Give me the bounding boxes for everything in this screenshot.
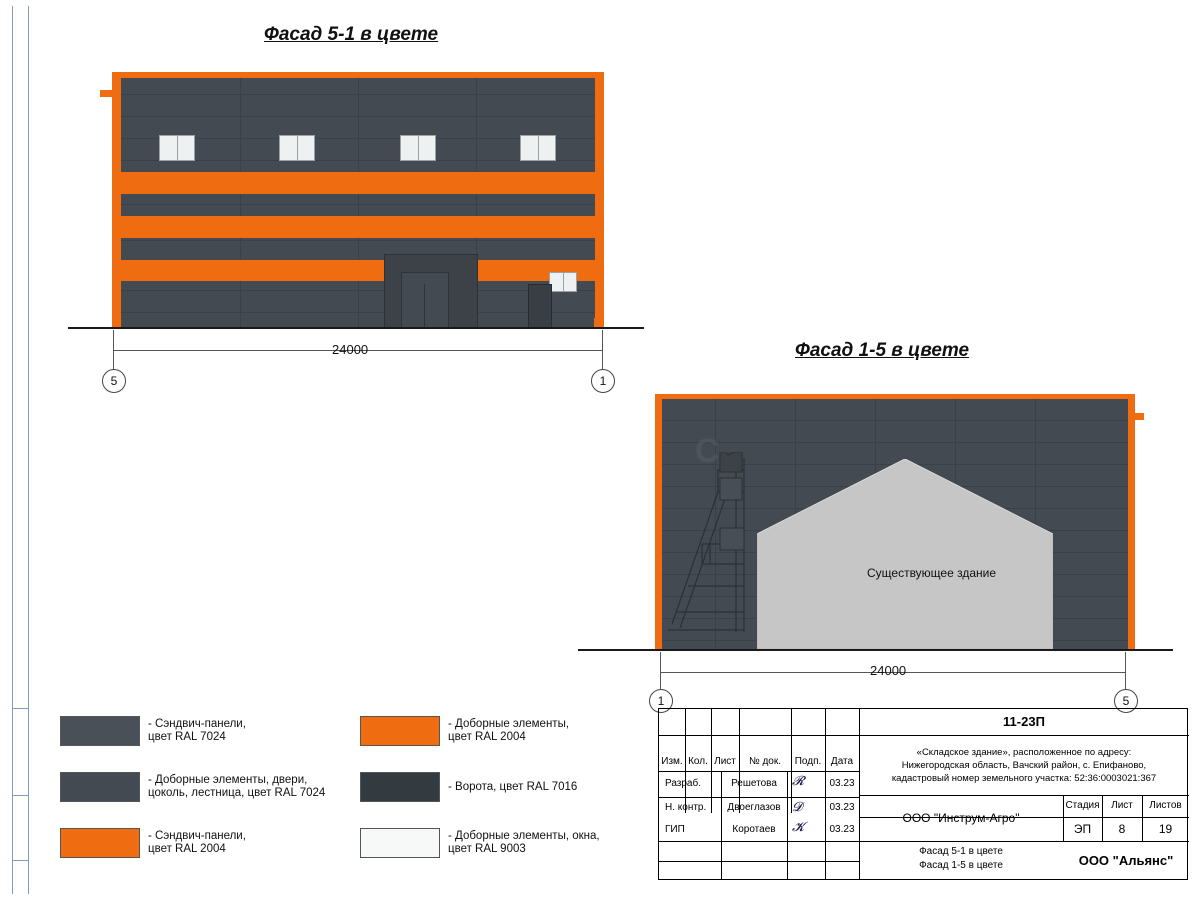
legend-label-line2: цвет RAL 9003	[448, 843, 526, 855]
existing-building-label: Существующее здание	[867, 566, 997, 580]
column-header-izm: Изм.	[661, 756, 683, 767]
legend-item	[60, 772, 325, 802]
column-header-podp: Подп.	[794, 756, 822, 767]
dim-tick-right	[602, 330, 603, 370]
facade-side-door	[528, 284, 552, 329]
row-name-nkontr: Двоеглазов	[727, 802, 781, 813]
row-date-gip: 03.23	[829, 824, 855, 835]
column-header-kol: Кол.	[688, 756, 708, 767]
row-name-gip: Коротаев	[732, 824, 776, 835]
legend-label-line2: цоколь, лестница, цвет RAL 7024	[148, 787, 326, 799]
column-header-data: Дата	[830, 756, 854, 767]
axis-marker-5: 5	[102, 369, 126, 393]
axis-marker-1: 1	[591, 369, 615, 393]
row-date-razrab: 03.23	[829, 778, 855, 789]
existing-building-shape	[757, 459, 1053, 649]
signature-nkontr: 𝓓	[792, 799, 802, 814]
customer-name: ООО "Инструм-Агро"	[902, 811, 1020, 825]
legend-label-line2: цвет RAL 7024	[148, 731, 226, 743]
facade-gate-panel	[401, 272, 449, 329]
facade-edge-top	[112, 72, 604, 78]
legend-item	[360, 716, 569, 746]
sheet-frame-tick-1	[12, 708, 29, 709]
axis-marker-5-right: 5	[1114, 689, 1138, 713]
row-role-razrab: Разраб.	[665, 778, 702, 789]
facade-edge-top-1-5	[655, 394, 1135, 399]
legend	[60, 710, 650, 860]
facade-band-orange-3	[121, 260, 595, 281]
facade-window	[159, 135, 195, 161]
facade-band-orange-1	[121, 172, 595, 194]
sheet-frame-tick-2	[12, 795, 29, 796]
facade-window	[400, 135, 436, 161]
legend-label	[448, 781, 577, 794]
facade-edge-left	[112, 72, 121, 327]
watermark-letter: С	[695, 432, 720, 470]
signature-gip: 𝓚	[792, 819, 805, 834]
facade-eave-right	[1128, 413, 1144, 420]
legend-swatch	[360, 716, 440, 746]
ground-line-1-5	[578, 649, 1173, 651]
facade-band-orange-4	[121, 240, 595, 241]
stage-header-listov: Листов	[1149, 800, 1182, 811]
elevation-5-1-drawing	[112, 72, 604, 327]
stage-value-listov: 19	[1158, 822, 1173, 836]
facade-edge-right	[595, 72, 604, 327]
object-description-line2: Нижегородская область, Вачский район, с. Епифаново,	[901, 760, 1147, 771]
sheet-frame-left-inner	[28, 6, 29, 894]
title-block	[658, 708, 1188, 880]
stage-header-stadia: Стадия	[1065, 800, 1100, 811]
facade-band-orange-2	[121, 216, 595, 238]
legend-label-line1: - Сэндвич-панели,	[148, 830, 246, 842]
object-description-line1: «Складское здание», расположенное по адресу:	[916, 747, 1132, 758]
legend-label	[148, 718, 246, 744]
legend-item	[60, 828, 246, 858]
sheet-frame-left	[12, 6, 13, 894]
legend-item	[360, 772, 577, 802]
dim-tick-right-1-5	[1125, 652, 1126, 692]
facade-edge-left-1-5	[655, 394, 662, 649]
elevation-title-5-1: Фасад 5-1 в цвете	[264, 24, 439, 45]
row-date-nkontr: 03.23	[829, 802, 855, 813]
legend-swatch	[360, 772, 440, 802]
ground-line-5-1	[68, 327, 644, 329]
project-code: 11-23П	[1003, 714, 1045, 729]
legend-swatch	[60, 828, 140, 858]
stage-value-stadia: ЭП	[1073, 822, 1092, 836]
legend-label	[448, 830, 600, 856]
elevation-title-1-5: Фасад 1-5 в цвете	[795, 340, 970, 361]
axis-marker-1-right: 1	[649, 689, 673, 713]
column-header-doc: № док.	[748, 756, 782, 767]
stage-header-list: Лист	[1111, 800, 1133, 811]
dim-value-5-1: 24000	[332, 342, 369, 357]
sheet-frame-tick-3	[12, 860, 29, 861]
row-role-nkontr: Н. контр.	[665, 802, 707, 813]
legend-item	[360, 828, 600, 858]
sheet-name-line2: Фасад 1-5 в цвете	[919, 860, 1003, 871]
stage-value-list: 8	[1118, 822, 1126, 836]
legend-label	[448, 718, 569, 744]
exterior-stair	[658, 452, 758, 632]
dim-value-1-5: 24000	[870, 663, 907, 678]
legend-label-line2: цвет RAL 2004	[148, 843, 226, 855]
facade-window	[520, 135, 556, 161]
facade-side-window	[549, 272, 577, 292]
legend-swatch	[360, 828, 440, 858]
legend-label-line2: цвет RAL 2004	[448, 731, 526, 743]
legend-label-line1: - Ворота, цвет RAL 7016	[448, 780, 578, 793]
row-role-gip: ГИП	[665, 824, 685, 835]
legend-item	[60, 716, 246, 746]
column-header-list: Лист	[714, 756, 736, 767]
facade-edge-right-1-5	[1128, 394, 1135, 649]
organization-name: ООО "Альянс"	[1078, 852, 1174, 868]
row-name-razrab: Решетова	[731, 778, 777, 789]
legend-label-line1: - Доборные элементы, окна,	[448, 830, 600, 842]
elevation-1-5-drawing	[655, 394, 1135, 649]
facade-window	[279, 135, 315, 161]
legend-label-line1: - Доборные элементы,	[448, 718, 570, 730]
legend-label	[148, 774, 325, 800]
legend-label-line1: - Доборные элементы, двери,	[148, 774, 308, 786]
signature-razrab: 𝓡	[792, 773, 805, 788]
object-description-line3: кадастровый номер земельного участка: 52:36:0003021:367	[891, 773, 1157, 784]
legend-label-line1: - Сэндвич-панели,	[148, 718, 246, 730]
legend-label	[148, 830, 246, 856]
sheet-name-line1: Фасад 5-1 в цвете	[919, 846, 1003, 857]
legend-swatch	[60, 772, 140, 802]
legend-swatch	[60, 716, 140, 746]
